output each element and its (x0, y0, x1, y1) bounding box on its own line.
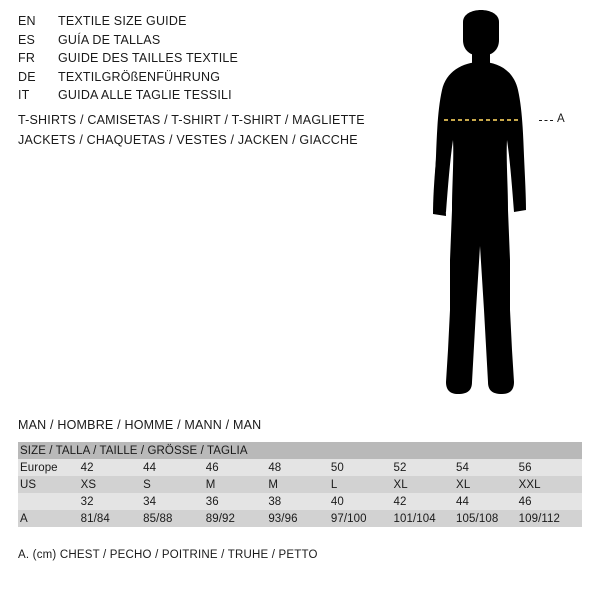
table-header-label: SIZE / TALLA / TAILLE / GRÖSSE / TAGLIA (18, 442, 582, 459)
cell-europe-2: 46 (206, 459, 269, 476)
cell-europe-6: 54 (456, 459, 519, 476)
cell-usnum-5: 42 (393, 493, 456, 510)
language-text-en: TEXTILE SIZE GUIDE (58, 14, 187, 28)
cell-chest-0: 81/84 (81, 510, 144, 527)
language-list (18, 14, 348, 107)
language-code-en: EN (18, 14, 36, 28)
table-header-row (18, 442, 582, 459)
language-code-fr: FR (18, 51, 36, 65)
cell-usnum-6: 44 (456, 493, 519, 510)
cell-us-5: XL (393, 476, 456, 493)
row-label-us-numeric (18, 493, 81, 510)
cell-europe-5: 52 (393, 459, 456, 476)
cell-us-3: M (268, 476, 331, 493)
cell-chest-3: 93/96 (268, 510, 331, 527)
gender-heading: MAN / HOMBRE / HOMME / MANN / MAN (18, 418, 262, 432)
category-tshirts: T-SHIRTS / CAMISETAS / T-SHIRT / T-SHIRT / MAGLIETTE (18, 113, 365, 127)
cell-usnum-2: 36 (206, 493, 269, 510)
cell-chest-5: 101/104 (393, 510, 456, 527)
table-row-chest (18, 510, 582, 527)
language-text-fr: GUIDE DES TAILLES TEXTILE (58, 51, 239, 65)
cell-chest-7: 109/112 (519, 510, 582, 527)
cell-chest-4: 97/100 (331, 510, 394, 527)
cell-us-7: XXL (519, 476, 582, 493)
language-code-de: DE (18, 69, 36, 84)
category-jackets: JACKETS / CHAQUETAS / VESTES / JACKEN / GIACCHE (18, 133, 358, 147)
language-row-de (18, 70, 348, 89)
cell-usnum-1: 34 (143, 493, 206, 510)
language-row-es (18, 33, 348, 52)
cell-usnum-0: 32 (81, 493, 144, 510)
cell-us-0: XS (81, 476, 144, 493)
cell-europe-7: 56 (519, 459, 582, 476)
row-label-chest: A (18, 510, 81, 527)
measure-label-a: A (557, 113, 565, 125)
chest-measure-line (400, 10, 600, 410)
language-text-es: GUÍA DE TALLAS (58, 32, 161, 47)
cell-europe-1: 44 (143, 459, 206, 476)
table-row-us-numeric (18, 493, 582, 510)
cell-us-6: XL (456, 476, 519, 493)
cell-us-2: M (206, 476, 269, 493)
language-text-de: TEXTILGRÖßENFÜHRUNG (58, 69, 221, 84)
language-row-fr (18, 51, 348, 70)
footnote-chest: A. (cm) CHEST / PECHO / POITRINE / TRUHE / PETTO (18, 549, 318, 561)
cell-europe-3: 48 (268, 459, 331, 476)
size-table (18, 442, 582, 527)
language-row-en (18, 14, 348, 33)
language-row-it (18, 88, 348, 107)
cell-usnum-7: 46 (519, 493, 582, 510)
cell-usnum-3: 38 (268, 493, 331, 510)
cell-europe-0: 42 (81, 459, 144, 476)
row-label-us: US (18, 476, 81, 493)
category-list (18, 110, 378, 150)
cell-chest-2: 89/92 (206, 510, 269, 527)
table-row-europe (18, 459, 582, 476)
table-row-us (18, 476, 582, 493)
cell-us-4: L (331, 476, 394, 493)
cell-us-1: S (143, 476, 206, 493)
language-text-it: GUIDA ALLE TAGLIE TESSILI (58, 88, 232, 102)
cell-chest-1: 85/88 (143, 510, 206, 527)
cell-usnum-4: 40 (331, 493, 394, 510)
male-silhouette-figure (400, 10, 600, 410)
row-label-europe: Europe (18, 459, 81, 476)
language-code-it: IT (18, 88, 30, 102)
cell-europe-4: 50 (331, 459, 394, 476)
cell-chest-6: 105/108 (456, 510, 519, 527)
language-code-es: ES (18, 32, 36, 47)
